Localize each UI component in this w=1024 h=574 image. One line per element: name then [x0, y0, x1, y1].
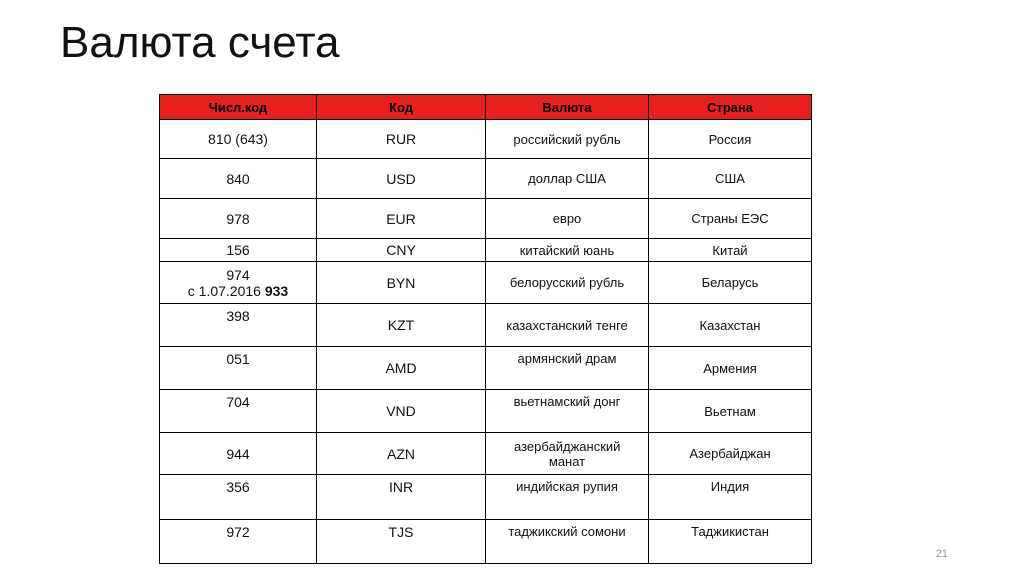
page-number: 21 — [935, 548, 948, 560]
table-row — [160, 199, 812, 239]
currency-table — [159, 94, 812, 564]
cell-num: 704 — [160, 390, 317, 433]
cell-num: 810 (643) — [160, 120, 317, 159]
cell-num: 944 — [160, 433, 317, 475]
table-row — [160, 475, 812, 520]
cell-currency: белорусский рубль — [486, 262, 649, 304]
table-row — [160, 347, 812, 390]
cell-country: Индия — [649, 475, 812, 520]
table-row — [160, 262, 812, 304]
cell-country: Казахстан — [649, 304, 812, 347]
table-row — [160, 304, 812, 347]
header-currency: Валюта — [486, 95, 649, 120]
table-row — [160, 159, 812, 199]
cell-country: Страны ЕЭС — [649, 199, 812, 239]
cell-currency: вьетнамский донг — [486, 390, 649, 433]
cell-code: AZN — [317, 433, 486, 475]
slide-title: Валюта счета — [60, 18, 340, 67]
cell-currency: китайский юань — [486, 239, 649, 262]
cell-num: 156 — [160, 239, 317, 262]
cell-num — [160, 262, 317, 304]
num-note-new-code: 933 — [264, 282, 289, 299]
table-header-row — [160, 95, 812, 120]
cell-code: EUR — [317, 199, 486, 239]
cell-code: BYN — [317, 262, 486, 304]
cell-num-note — [164, 283, 312, 299]
table-row — [160, 520, 812, 564]
cell-code: USD — [317, 159, 486, 199]
cell-country: Таджикистан — [649, 520, 812, 564]
cell-num-value: 974 — [226, 266, 250, 283]
cell-currency: доллар США — [486, 159, 649, 199]
cell-num: 398 — [160, 304, 317, 347]
cell-code: VND — [317, 390, 486, 433]
cell-currency: казахстанский тенге — [486, 304, 649, 347]
cell-num: 972 — [160, 520, 317, 564]
cell-code: TJS — [317, 520, 486, 564]
header-num-code: Числ.код — [160, 95, 317, 120]
cell-code: AMD — [317, 347, 486, 390]
cell-num: 840 — [160, 159, 317, 199]
cell-currency: таджикский сомони — [486, 520, 649, 564]
cell-country: США — [649, 159, 812, 199]
header-country: Страна — [649, 95, 812, 120]
num-note-text: с 1.07.2016 — [187, 282, 265, 299]
cell-currency: евро — [486, 199, 649, 239]
cell-code: RUR — [317, 120, 486, 159]
table-row — [160, 239, 812, 262]
cell-currency: индийская рупия — [486, 475, 649, 520]
table-row — [160, 120, 812, 159]
cell-country: Азербайджан — [649, 433, 812, 475]
table-row — [160, 433, 812, 475]
cell-country: Россия — [649, 120, 812, 159]
cell-currency: азербайджанский манат — [486, 433, 649, 475]
cell-country: Беларусь — [649, 262, 812, 304]
cell-code: INR — [317, 475, 486, 520]
cell-num: 978 — [160, 199, 317, 239]
cell-code: KZT — [317, 304, 486, 347]
cell-country: Армения — [649, 347, 812, 390]
cell-currency: армянский драм — [486, 347, 649, 390]
table-row — [160, 390, 812, 433]
cell-num: 051 — [160, 347, 317, 390]
cell-currency: российский рубль — [486, 120, 649, 159]
cell-country: Китай — [649, 239, 812, 262]
cell-country: Вьетнам — [649, 390, 812, 433]
cell-num: 356 — [160, 475, 317, 520]
header-code: Код — [317, 95, 486, 120]
cell-code: CNY — [317, 239, 486, 262]
